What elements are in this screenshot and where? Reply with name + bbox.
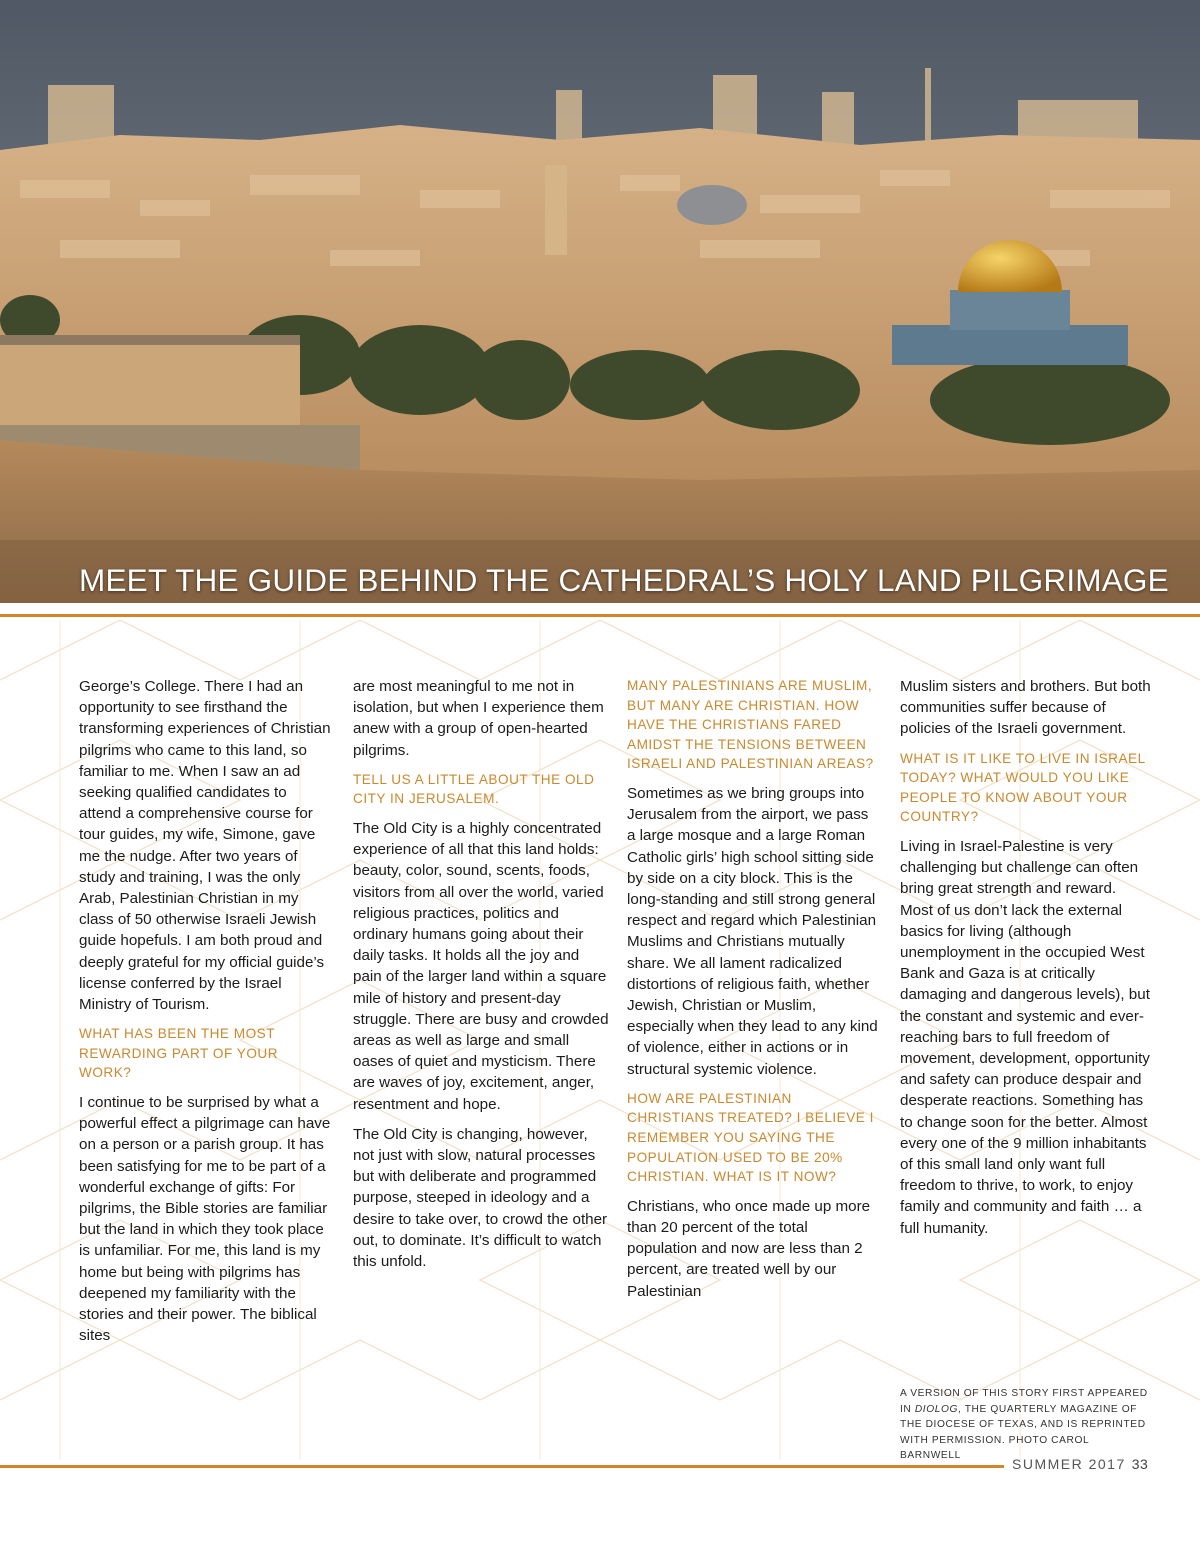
credit-text-before: A VERSION OF THIS STORY FIRST APPEARED IN (900, 1388, 1148, 1415)
bottom-divider-rule (0, 1465, 1004, 1468)
body-paragraph: Christians, who once made up more than 20 percent of the total population and now are less than 2 percent, are treated well by our Palestinian (627, 1197, 871, 1300)
article-column-4 (900, 676, 1152, 1248)
article-headline: MEET THE GUIDE BEHIND THE CATHEDRAL’S HOLY LAND PILGRIMAGE (79, 562, 1169, 598)
body-paragraph: Sometimes as we bring groups into Jerusalem from the airport, we pass a large mosque and a large Roman Catholic girls’ high school sitting side by side on a city block. This is the long-standing and still strong general respect and regard which Palestinian Muslims and Christians mutually share. We all lament radicalized distortions of religious faith, whether Jewish, Christian or Muslim, especially when they lead to any kind of violence, either in actions or in structural systemic violence. (627, 784, 878, 1078)
article-column-3 (627, 676, 879, 1311)
section-question-heading: HOW ARE PALESTINIAN CHRISTIANS TREATED? I BELIEVE I REMEMBER YOU SAYING THE POPULATION USED TO BE 20% CHRISTIAN. WHAT IS IT NOW? (627, 1090, 874, 1185)
credit-text-after: , THE QUARTERLY MAGAZINE OF THE DIOCESE OF TEXAS, AND IS REPRINTED WITH PERMISSION. PHOTO CAROL BARNWELL (900, 1403, 1146, 1462)
section-question-heading: WHAT IS IT LIKE TO LIVE IN ISRAEL TODAY? WHAT WOULD YOU LIKE PEOPLE TO KNOW ABOUT YOUR COUNTRY? (900, 750, 1146, 825)
body-paragraph: I continue to be surprised by what a powerful effect a pilgrimage can have on a person or a parish group. It has been satisfying for me to be part of a wonderful exchange of gifts: For pilgrims, the Bible stories are familiar but the land in which they took place is unfamiliar. For me, this land is my home but being with pilgrims has deepened my familiarity with the stories and their power. The biblical sites (79, 1094, 331, 1345)
body-paragraph: are most meaningful to me not in isolation, but when I experience them anew with a group of open-hearted pilgrims. (353, 678, 604, 759)
body-paragraph: The Old City is a highly concentrated experience of all that this land holds: beauty, color, sound, scents, foods, visitors from all over the world, varied religious practices, politics and ordinary humans going about their daily tasks. It holds all the joy and pain of the larger land within a square mile of history and present-day struggle. There are busy and crowded areas as well as large and small oases of quiet and mysticism. There are waves of joy, excitement, anger, resentment and hope. (353, 820, 609, 1113)
section-question-heading: MANY PALESTINIANS ARE MUSLIM, BUT MANY ARE CHRISTIAN. HOW HAVE THE CHRISTIANS FARED AMIDST THE TENSIONS BETWEEN ISRAELI AND PALESTINIAN AREAS? (627, 678, 874, 772)
article-column-1 (79, 676, 331, 1355)
body-paragraph: The Old City is changing, however, not just with slow, natural processes but with deliberate and programmed purpose, steeped in ideology and a desire to take over, to crowd the other out, to dominate. It’s difficult to watch this unfold. (353, 1125, 608, 1271)
article-column-2 (353, 676, 609, 1281)
body-paragraph: George’s College. There I had an opportunity to see firsthand the transforming experiences of Christian pilgrims who came to this land, so familiar to me. When I saw an ad seeking qualified candidates to attend a comprehensive course for tour guides, my wife, Simone, gave me the nudge. After two years of study and training, I was the only Arab, Palestinian Christian in my class of 50 otherwise Israeli Jewish guide hopefuls. I am both proud and deeply grateful for my official guide’s license conferred by the Israel Ministry of Tourism. (79, 678, 331, 1014)
page-footer (1012, 1456, 1148, 1472)
hero-photo (0, 0, 1200, 603)
credit-magazine-title: DIOLOG (914, 1403, 959, 1415)
jerusalem-skyline-illustration (0, 0, 1200, 603)
top-divider-rule (0, 614, 1200, 617)
reprint-credit (900, 1386, 1150, 1464)
section-question-heading: WHAT HAS BEEN THE MOST REWARDING PART OF YOUR WORK? (79, 1026, 279, 1081)
section-question-heading: TELL US A LITTLE ABOUT THE OLD CITY IN JERUSALEM. (353, 771, 595, 807)
body-paragraph: Muslim sisters and brothers. But both communities suffer because of policies of the Israeli government. (900, 678, 1151, 738)
issue-label: SUMMER 2017 (1012, 1456, 1126, 1472)
body-paragraph: Living in Israel-Palestine is very challenging but challenge can often bring great strength and reward. Most of us don’t lack the external basics for living (although unemployment in the occupied West Bank and Gaza is at critically damaging and dangerous levels), but the constant and systemic and ever-reaching bars to full freedom of movement, development, opportunity and safety can produce despair and desperate reactions. Something has to change soon for the better. Almost every one of the 9 million inhabitants of this small land only want full freedom to thrive, to work, to enjoy family and community and faith … a full humanity. (900, 837, 1150, 1237)
page-number: 33 (1131, 1456, 1149, 1472)
